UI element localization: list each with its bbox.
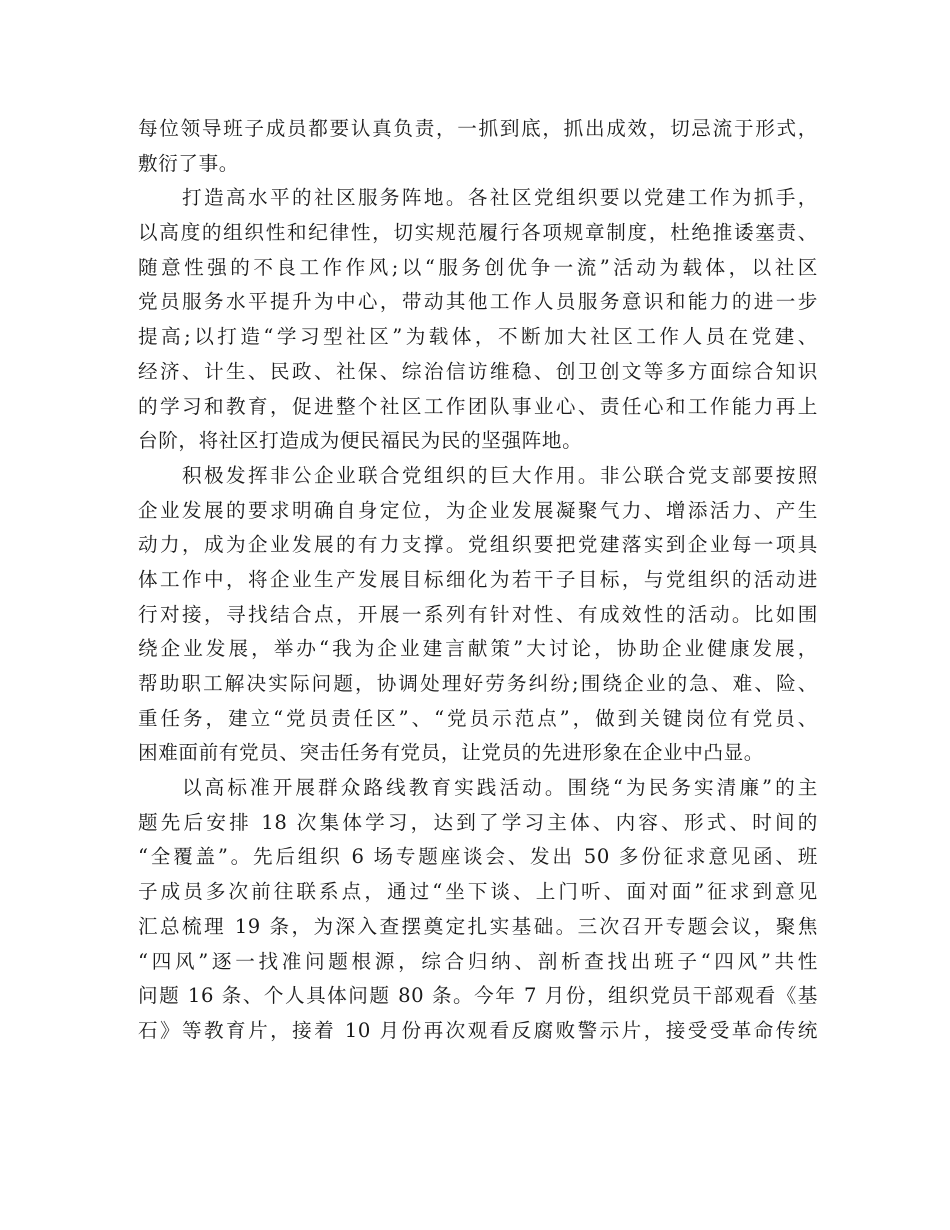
text-line: 题先后安排 18 次集体学习，达到了学习主体、内容、形式、时间的	[138, 810, 818, 834]
text-line: 随意性强的不良工作作风;以“服务创优争一流”活动为载体，以社区	[138, 255, 818, 279]
paragraph	[138, 771, 818, 1049]
paragraph	[138, 112, 818, 181]
text-line: 体工作中，将企业生产发展目标细化为若干子目标，与党组织的活动进	[138, 567, 818, 591]
text-line: 子成员多次前往联系点，通过“坐下谈、上门听、面对面”征求到意见	[138, 880, 818, 904]
text-line: 以高度的组织性和纪律性，切实规范履行各项规章制度，杜绝推诿塞责、	[138, 221, 818, 245]
text-line: 经济、计生、民政、社保、综治信访维稳、创卫创文等多方面综合知识	[138, 359, 818, 383]
text-line: 敷衍了事。	[138, 151, 239, 175]
text-line: 每位领导班子成员都要认真负责，一抓到底，抓出成效，切忌流于形式，	[138, 117, 818, 140]
text-line: 问题 16 条、个人具体问题 80 条。今年 7 月份，组织党员干部观看《基	[138, 984, 818, 1008]
text-line: 绕企业发展，举办“我为企业建言献策”大讨论，协助企业健康发展，	[138, 637, 818, 661]
text-line: 帮助职工解决实际问题，协调处理好劳务纠纷;围绕企业的急、难、险、	[138, 672, 818, 695]
text-line: 行对接，寻找结合点，开展一系列有针对性、有成效性的活动。比如围	[138, 602, 818, 626]
text-line: 以高标准开展群众路线教育实践活动。围绕“为民务实清廉”的主	[182, 776, 818, 800]
text-line: 重任务，建立“党员责任区”、“党员示范点”，做到关键岗位有党员、	[138, 706, 818, 730]
text-line: 动力，成为企业发展的有力支撑。党组织要把党建落实到企业每一项具	[138, 533, 818, 557]
text-line: 的学习和教育，促进整个社区工作团队事业心、责任心和工作能力再上	[138, 394, 818, 418]
text-line: 党员服务水平提升为中心，带动其他工作人员服务意识和能力的进一步	[138, 290, 818, 314]
text-line: 台阶，将社区打造成为便民福民为民的坚强阵地。	[138, 429, 583, 453]
text-line: 企业发展的要求明确自身定位，为企业发展凝聚气力、增添活力、产生	[138, 498, 818, 522]
text-line: 石》等教育片，接着 10 月份再次观看反腐败警示片，接受受革命传统	[138, 1018, 818, 1042]
paragraph	[138, 181, 818, 459]
text-line: 汇总梳理 19 条，为深入查摆奠定扎实基础。三次召开专题会议，聚焦	[138, 914, 818, 938]
text-line: “全覆盖”。先后组织 6 场专题座谈会、发出 50 多份征求意见函、班	[138, 845, 818, 869]
text-line: “四风”逐一找准问题根源，综合归纳、剖析查找出班子“四风”共性	[138, 949, 818, 973]
text-line: 打造高水平的社区服务阵地。各社区党组织要以党建工作为抓手，	[182, 186, 818, 210]
paragraph	[138, 459, 818, 771]
text-line: 困难面前有党员、突击任务有党员，让党员的先进形象在企业中凸显。	[138, 741, 765, 765]
text-line: 积极发挥非公企业联合党组织的巨大作用。非公联合党支部要按照	[182, 463, 818, 487]
document-body	[138, 112, 818, 1049]
text-line: 提高;以打造“学习型社区”为载体，不断加大社区工作人员在党建、	[138, 325, 818, 349]
